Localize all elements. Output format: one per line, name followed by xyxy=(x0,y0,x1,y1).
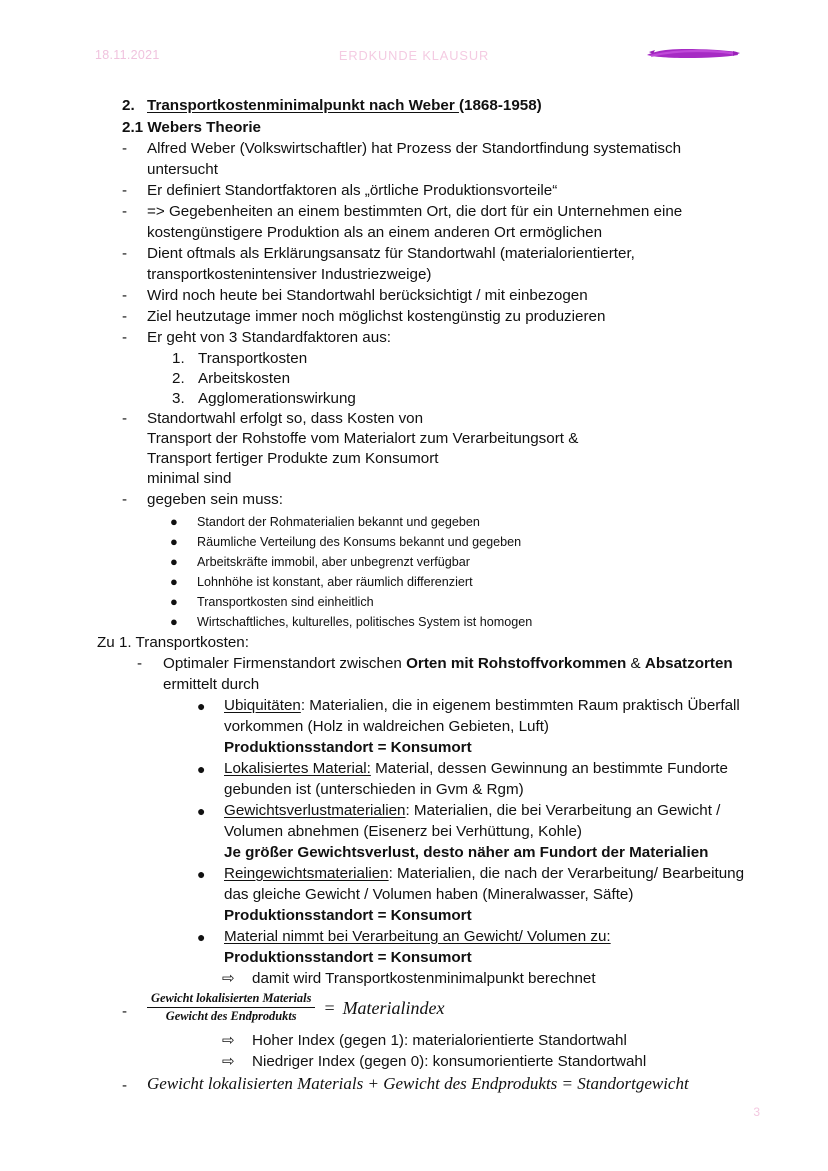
dash-mark: - xyxy=(122,329,128,346)
list-item xyxy=(0,654,828,675)
material-definition: vorkommen (Holz in waldreichen Gebieten, Luft) xyxy=(224,718,549,735)
list-item-continuation xyxy=(0,906,828,927)
list-item-text xyxy=(163,654,733,674)
list-item xyxy=(0,286,828,307)
optimaler-pre: Optimaler Firmenstandort zwischen xyxy=(163,655,407,672)
material-conclusion: Je größer Gewichtsverlust, desto näher am Fundort der Materialien xyxy=(224,844,709,861)
list-item-text: Wird noch heute bei Standortwahl berücksichtigt / mit einbezogen xyxy=(147,287,588,304)
zu-1-label: Zu 1. Transportkosten: xyxy=(97,634,249,651)
material-term: Gewichtsverlustmaterialien xyxy=(224,802,406,819)
dash-mark: - xyxy=(122,491,128,508)
dash-mark: - xyxy=(122,182,128,199)
dash-mark: - xyxy=(122,203,128,220)
list-item-text xyxy=(224,801,720,821)
fraction-denominator: Gewicht des Endprodukts xyxy=(165,1009,297,1024)
list-item-text: ermittelt durch xyxy=(163,676,260,693)
arrow-item-text: Hoher Index (gegen 1): materialorientierte Standortwahl xyxy=(252,1032,627,1049)
dash-mark: - xyxy=(122,140,128,157)
equals-sign: = xyxy=(323,997,336,1018)
number-mark: 1. xyxy=(172,350,185,367)
material-conclusion: Produktionsstandort = Konsumort xyxy=(224,907,472,924)
list-item-text: Transport fertiger Produkte zum Konsumort xyxy=(147,450,439,467)
round-bullet-icon: ● xyxy=(197,761,206,777)
list-item xyxy=(0,512,828,532)
optimaler-bold-1: Orten mit Rohstoffvorkommen xyxy=(406,655,627,672)
list-item xyxy=(0,927,828,948)
list-item xyxy=(0,490,828,512)
material-definition: : Materialien, die nach der Verarbeitung/ Bearbeitung xyxy=(388,865,745,882)
list-item-continuation xyxy=(0,822,828,843)
materialindex-formula xyxy=(147,991,445,1024)
list-item-continuation xyxy=(0,223,828,244)
numbered-list-item-label: Arbeitskosten xyxy=(198,370,291,387)
round-bullet-icon: ● xyxy=(197,803,206,819)
material-term: Lokalisiertes Material: xyxy=(224,760,371,777)
section-heading-text xyxy=(147,96,542,116)
list-item xyxy=(0,244,828,265)
material-term: Ubiquitäten xyxy=(224,697,301,714)
list-item-text xyxy=(224,864,744,884)
right-arrow-icon: ⇨ xyxy=(222,1032,235,1049)
round-bullet-icon: ● xyxy=(197,929,206,945)
zu-1-heading xyxy=(0,633,828,654)
list-item xyxy=(0,139,828,160)
material-term: Material nimmt bei Verarbeitung an Gewicht/ Volumen zu: xyxy=(224,928,611,945)
list-item-text: Arbeitskräfte immobil, aber unbegrenzt verfügbar xyxy=(197,555,470,569)
list-item-text: Transportkosten sind einheitlich xyxy=(197,595,374,609)
round-bullet-icon: ● xyxy=(197,866,206,882)
list-item-text: => Gegebenheiten an einem bestimmten Ort, die dort für ein Unternehmen eine xyxy=(147,203,683,220)
round-bullet-icon: ● xyxy=(170,534,178,549)
standortgewicht-formula-row xyxy=(0,1074,828,1098)
arrow-item-text: Niedriger Index (gegen 0): konsumorientierte Standortwahl xyxy=(252,1053,647,1070)
material-definition: Volumen abnehmen (Eisenerz bei Verhüttung, Kohle) xyxy=(224,823,582,840)
dash-mark: - xyxy=(122,410,128,427)
document-body xyxy=(0,96,828,1098)
dash-mark: - xyxy=(122,1003,128,1020)
list-item xyxy=(0,864,828,885)
page-header xyxy=(0,46,828,72)
standortgewicht-formula: Gewicht lokalisierten Materials + Gewicht des Endprodukts = Standortgewicht xyxy=(147,1074,689,1093)
section-years: (1868-1958) xyxy=(458,97,542,114)
round-bullet-icon: ● xyxy=(170,554,178,569)
list-item-continuation xyxy=(0,843,828,864)
fraction-numerator: Gewicht lokalisierten Materials xyxy=(151,991,312,1005)
purple-marker-scribble-icon xyxy=(645,46,740,62)
arrow-item xyxy=(0,1052,828,1074)
material-definition: das gleiche Gewicht / Volumen haben (Mineralwasser, Säfte) xyxy=(224,886,634,903)
material-definition: : Materialien, die in eigenem bestimmten Raum praktisch Überfall xyxy=(300,697,740,714)
list-item xyxy=(0,552,828,572)
material-conclusion: Produktionsstandort = Konsumort xyxy=(224,949,472,966)
list-item-continuation xyxy=(0,738,828,759)
arrow-item xyxy=(0,969,828,991)
list-item xyxy=(0,409,828,429)
list-item-text xyxy=(224,759,728,779)
material-definition: Material, dessen Gewinnung an bestimmte Fundorte xyxy=(370,760,728,777)
dash-mark: - xyxy=(122,287,128,304)
list-item-text: Wirtschaftliches, kulturelles, politisches System ist homogen xyxy=(197,615,533,629)
list-item-text xyxy=(224,696,740,716)
list-item-continuation xyxy=(0,885,828,906)
number-mark: 3. xyxy=(172,390,185,407)
section-title: Transportkostenminimalpunkt nach Weber xyxy=(147,97,459,114)
list-item-continuation xyxy=(0,469,828,490)
numbered-list-item xyxy=(0,389,828,409)
formula-result: Materialindex xyxy=(342,997,445,1018)
section-heading xyxy=(0,96,828,118)
list-item-text: Standortwahl erfolgt so, dass Kosten von xyxy=(147,410,424,427)
list-item-continuation xyxy=(0,717,828,738)
subsection-heading xyxy=(0,118,828,139)
section-number: 2. xyxy=(122,97,135,114)
list-item xyxy=(0,612,828,633)
list-item-continuation xyxy=(0,160,828,181)
list-item-text: Lohnhöhe ist konstant, aber räumlich differenziert xyxy=(197,575,473,589)
subsection-title: 2.1 Webers Theorie xyxy=(122,119,261,136)
optimaler-bold-2: Absatzorten xyxy=(644,655,733,672)
list-item-continuation xyxy=(0,449,828,469)
round-bullet-icon: ● xyxy=(170,514,178,529)
list-item-text: kostengünstigere Produktion als an einem anderen Ort ermöglichen xyxy=(147,224,603,241)
list-item xyxy=(0,759,828,780)
material-term: Reingewichtsmaterialien xyxy=(224,865,389,882)
round-bullet-icon: ● xyxy=(197,698,206,714)
list-item-text: Standort der Rohmaterialien bekannt und gegeben xyxy=(197,515,480,529)
dash-mark: - xyxy=(122,308,128,325)
list-item xyxy=(0,592,828,612)
right-arrow-icon: ⇨ xyxy=(222,970,235,987)
list-item xyxy=(0,181,828,202)
list-item-text: minimal sind xyxy=(147,470,232,487)
round-bullet-icon: ● xyxy=(170,614,178,629)
numbered-list-item-label: Agglomerationswirkung xyxy=(198,390,356,407)
list-item xyxy=(0,307,828,328)
page-number: 3 xyxy=(753,1105,760,1119)
list-item-text: Transport der Rohstoffe vom Materialort zum Verarbeitungsort & xyxy=(147,430,579,447)
list-item-text: Räumliche Verteilung des Konsums bekannt und gegeben xyxy=(197,535,522,549)
dash-mark: - xyxy=(122,1077,128,1094)
materialindex-formula-row xyxy=(0,991,828,1031)
list-item xyxy=(0,202,828,223)
list-item-continuation xyxy=(0,429,828,449)
arrow-item-text: damit wird Transportkostenminimalpunkt berechnet xyxy=(252,970,596,987)
list-item xyxy=(0,696,828,717)
dash-mark: - xyxy=(137,655,143,672)
list-item-continuation xyxy=(0,948,828,969)
list-item-text: Dient oftmals als Erklärungsansatz für Standortwahl (materialorientierter, xyxy=(147,245,635,262)
list-item-text: Ziel heutzutage immer noch möglichst kostengünstig zu produzieren xyxy=(147,308,606,325)
round-bullet-icon: ● xyxy=(170,574,178,589)
material-conclusion: Produktionsstandort = Konsumort xyxy=(224,739,472,756)
list-item xyxy=(0,532,828,552)
list-item xyxy=(0,572,828,592)
list-item-continuation xyxy=(0,675,828,696)
right-arrow-icon: ⇨ xyxy=(222,1053,235,1070)
header-title: ERDKUNDE KLAUSUR xyxy=(338,48,490,63)
numbered-list-item xyxy=(0,349,828,369)
list-item-text: untersucht xyxy=(147,161,218,178)
fraction xyxy=(147,991,315,1024)
optimaler-mid: & xyxy=(626,655,645,672)
numbered-list-item-label: Transportkosten xyxy=(198,350,308,367)
arrow-item xyxy=(0,1031,828,1052)
material-definition: : Materialien, die bei Verarbeitung an Gewicht / xyxy=(405,802,721,819)
list-item xyxy=(0,801,828,822)
list-item-text: gegeben sein muss: xyxy=(147,491,283,508)
list-item-text: transportkostenintensiver Industriezweige) xyxy=(147,266,432,283)
material-definition: gebunden ist (unterschieden in Gvm & Rgm) xyxy=(224,781,524,798)
list-item xyxy=(0,328,828,349)
list-item-text: Alfred Weber (Volkswirtschaftler) hat Prozess der Standortfindung systematisch xyxy=(147,140,682,157)
dash-mark: - xyxy=(122,245,128,262)
list-item-text: Er geht von 3 Standardfaktoren aus: xyxy=(147,329,392,346)
header-date: 18.11.2021 xyxy=(95,48,160,62)
number-mark: 2. xyxy=(172,370,185,387)
round-bullet-icon: ● xyxy=(170,594,178,609)
list-item-continuation xyxy=(0,780,828,801)
list-item-continuation xyxy=(0,265,828,286)
list-item-text: Er definiert Standortfaktoren als „örtliche Produktionsvorteile“ xyxy=(147,182,558,199)
numbered-list-item xyxy=(0,369,828,389)
